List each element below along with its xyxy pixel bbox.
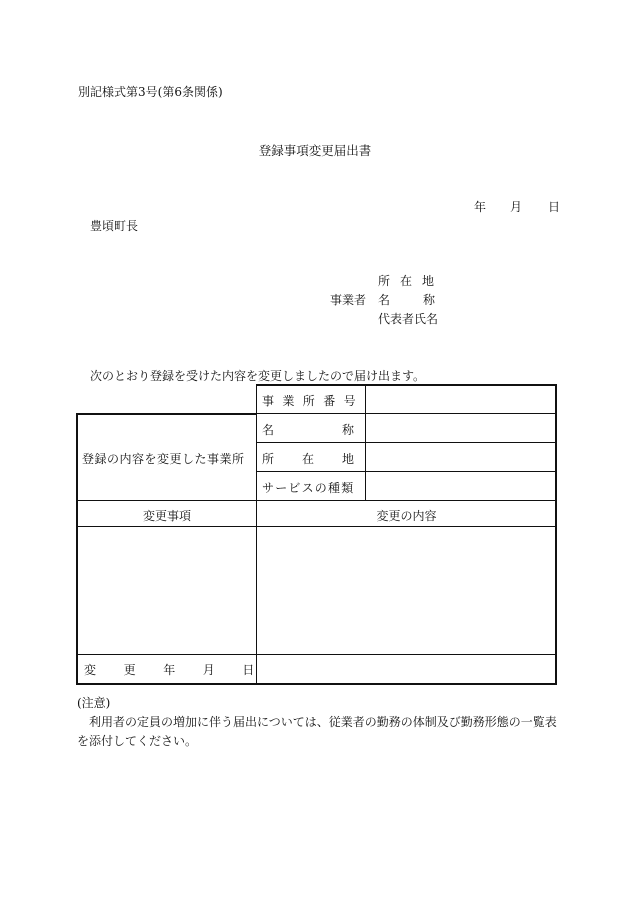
applicant-name-label: 名称 (378, 293, 469, 307)
date-month-label: 月 (510, 200, 523, 214)
change-content-field[interactable] (257, 527, 555, 654)
table-border-top-left (76, 413, 257, 415)
change-date-label: 変更年月日 (84, 663, 283, 677)
office-name-label: 名称 (262, 423, 423, 437)
notes-body: 利用者の定員の増加に伴う届出については、従業者の勤務の体制及び勤務形態の一覧表を添付してください。 (77, 715, 557, 748)
applicant-side-label: 事業者 (330, 293, 367, 307)
change-content-header: 変更の内容 (376, 509, 437, 523)
changed-office-label: 登録の内容を変更した事業所 (82, 452, 245, 466)
table-border-right (555, 384, 557, 685)
change-date-field[interactable] (257, 655, 555, 683)
office-location-value-field[interactable] (366, 443, 555, 471)
addressee: 豊頃町長 (90, 219, 139, 233)
date-year-label: 年 (474, 200, 487, 214)
service-type-value-field[interactable] (366, 472, 555, 500)
notes-title: (注意) (77, 696, 111, 710)
date-day-label: 日 (548, 200, 561, 214)
table-border-bottom (76, 683, 557, 685)
change-item-header: 変更事項 (142, 509, 191, 523)
intro-text: 次のとおり登録を受けた内容を変更しましたので届け出ます。 (90, 369, 426, 383)
change-item-field[interactable] (78, 527, 256, 654)
document-title: 登録事項変更届出書 (258, 143, 372, 158)
applicant-location-label: 所在地 (378, 274, 445, 288)
office-number-value-field[interactable] (366, 386, 555, 413)
office-location-label: 所在地 (262, 452, 383, 466)
office-number-label: 事業所番号 (262, 394, 365, 408)
table-row-line-4 (77, 500, 556, 501)
service-type-label: サービスの種類 (262, 481, 355, 495)
form-identifier: 別記様式第3号(第6条関係) (78, 85, 223, 99)
applicant-representative-label: 代表者氏名 (378, 312, 439, 326)
date-line (474, 198, 560, 215)
office-name-value-field[interactable] (366, 414, 555, 442)
